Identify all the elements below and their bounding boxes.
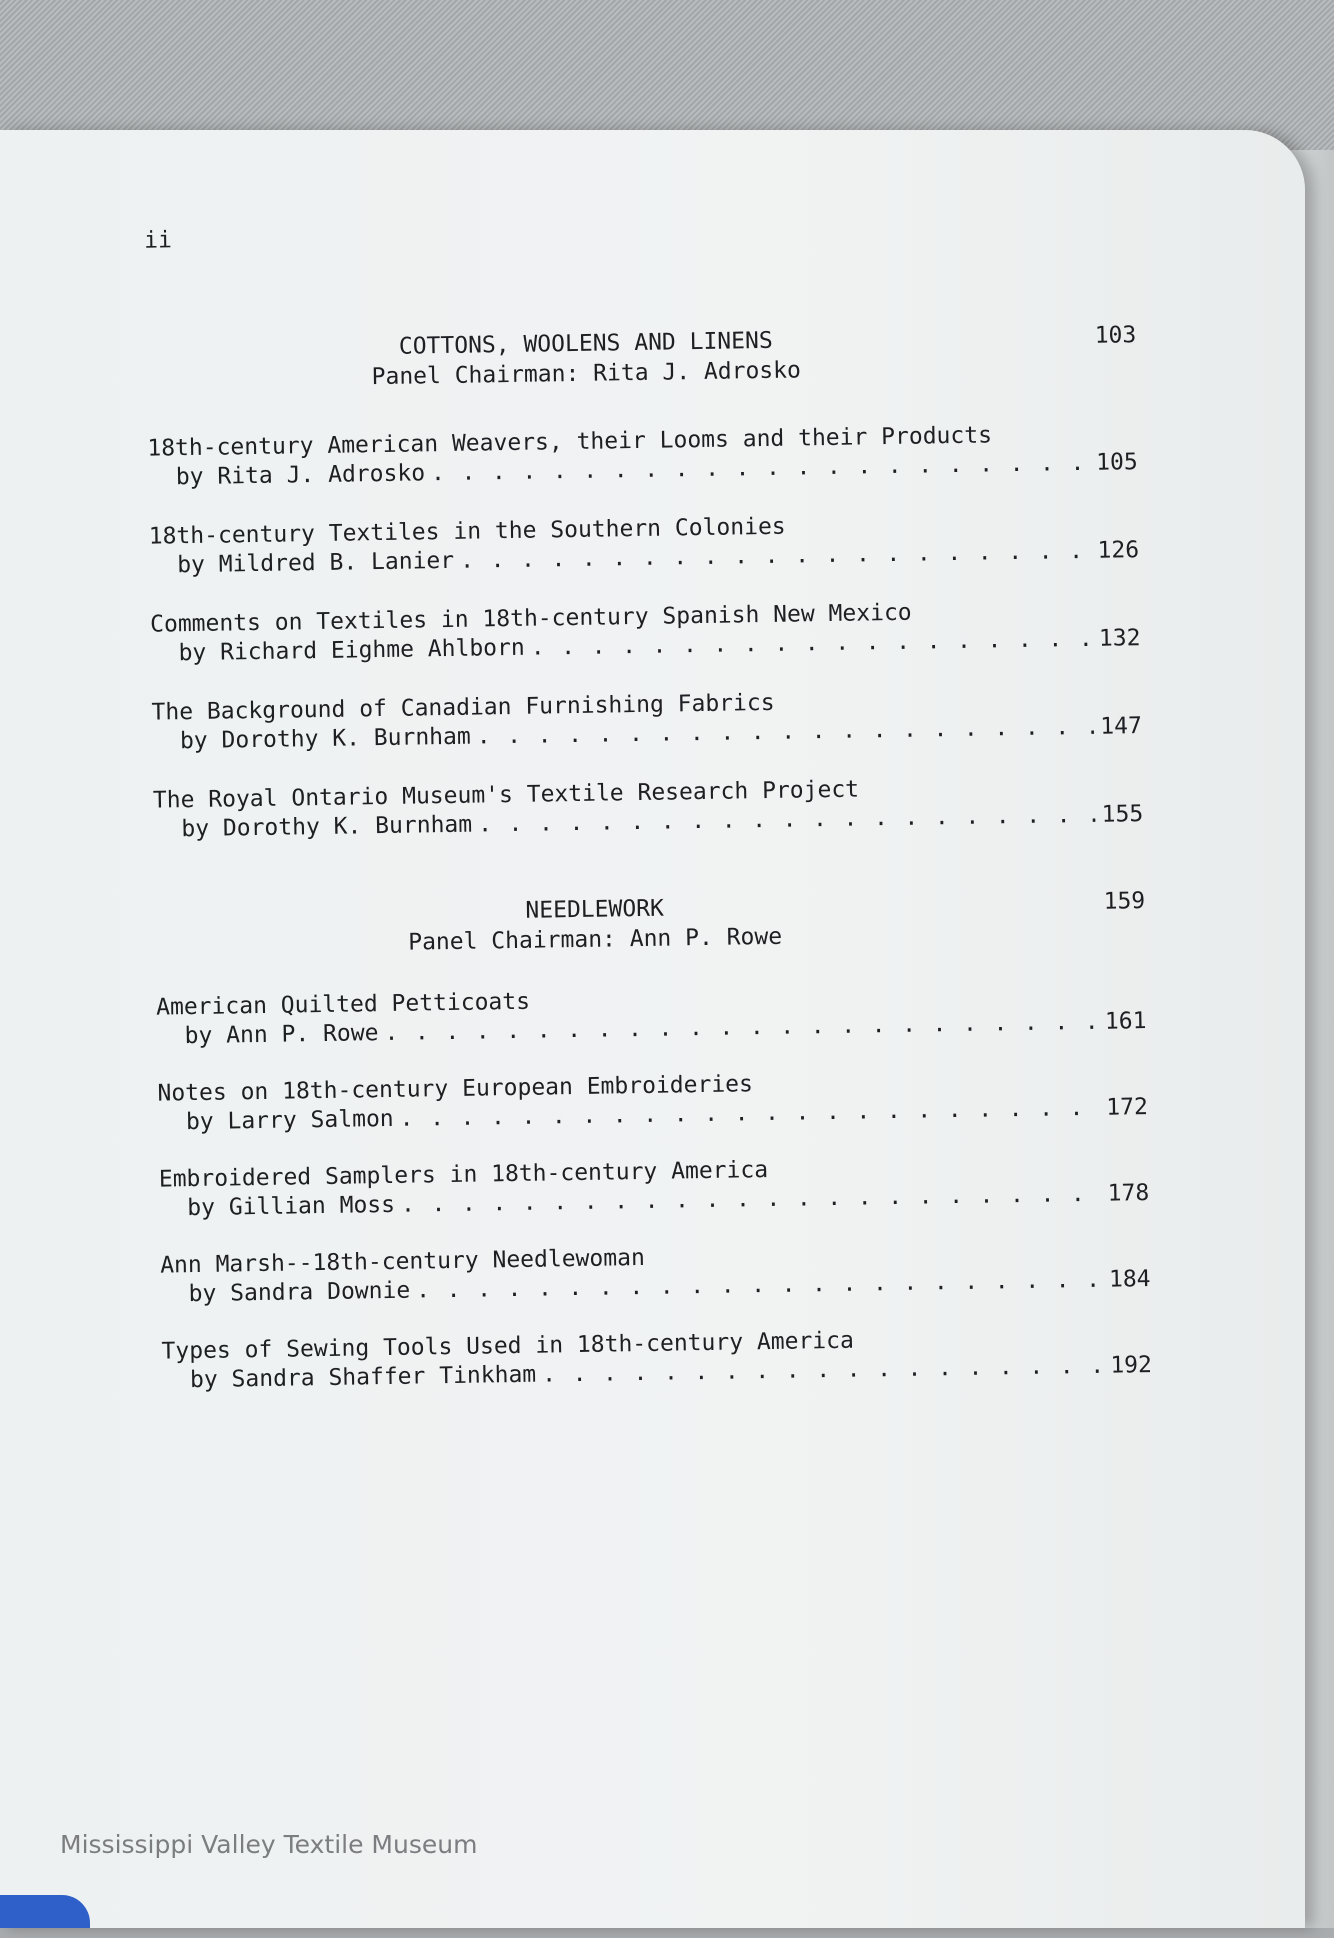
toc-entry bbox=[157, 1064, 1148, 1138]
entry-title: Embroidered Samplers in 18th-century America bbox=[158, 1157, 769, 1193]
page-number: ii bbox=[143, 227, 173, 254]
entry-title: 18th-century Textiles in the Southern Colonies bbox=[148, 513, 786, 550]
toc-entry bbox=[161, 1322, 1152, 1396]
section-page: 159 bbox=[1103, 888, 1146, 915]
blue-clip bbox=[0, 1895, 90, 1928]
entry-author: by Ann P. Rowe bbox=[184, 1020, 379, 1050]
toc-entry bbox=[160, 1236, 1151, 1310]
entry-title: American Quilted Petticoats bbox=[155, 988, 531, 1021]
entry-title: Ann Marsh--18th-century Needlewoman bbox=[160, 1244, 646, 1279]
toc-entry bbox=[149, 507, 1140, 581]
toc-entry bbox=[159, 1150, 1150, 1224]
entry-author: by Dorothy K. Burnham bbox=[179, 723, 471, 755]
entry-author: by Dorothy K. Burnham bbox=[181, 811, 473, 843]
entry-page: 172 bbox=[1106, 1094, 1149, 1121]
book-page bbox=[0, 130, 1305, 1928]
entry-title: Comments on Textiles in 18th-century Spanish New Mexico bbox=[149, 599, 912, 638]
section-chairman: Panel Chairman: Ann P. Rowe bbox=[408, 923, 783, 956]
entry-title: Types of Sewing Tools Used in 18th-century America bbox=[161, 1327, 855, 1365]
entry-title: 18th-century American Weavers, their Looms and their Products bbox=[147, 422, 993, 462]
entry-page: 155 bbox=[1101, 801, 1144, 828]
entry-page: 184 bbox=[1108, 1266, 1151, 1293]
entry-page: 147 bbox=[1100, 713, 1143, 740]
entry-page: 192 bbox=[1110, 1352, 1153, 1379]
entry-author: by Sandra Downie bbox=[188, 1277, 411, 1308]
entry-author: by Mildred B. Lanier bbox=[177, 547, 455, 579]
entry-page: 161 bbox=[1104, 1008, 1147, 1035]
entry-page: 132 bbox=[1098, 625, 1141, 652]
entry-author: by Larry Salmon bbox=[185, 1105, 394, 1136]
entry-page: 126 bbox=[1097, 537, 1140, 564]
entry-author: by Sandra Shaffer Tinkham bbox=[189, 1361, 537, 1394]
section-page: 103 bbox=[1094, 322, 1137, 349]
entry-author: by Richard Eighme Ahlborn bbox=[178, 634, 525, 667]
section-title: COTTONS, WOOLENS AND LINENS bbox=[398, 327, 773, 360]
watermark: Mississippi Valley Textile Museum bbox=[60, 1830, 478, 1859]
entry-page: 178 bbox=[1107, 1180, 1150, 1207]
toc-entry bbox=[156, 978, 1147, 1052]
entry-title: The Background of Canadian Furnishing Fabrics bbox=[151, 689, 775, 726]
toc-entry bbox=[153, 771, 1144, 845]
entry-author: by Rita J. Adrosko bbox=[175, 460, 426, 491]
section-chairman: Panel Chairman: Rita J. Adrosko bbox=[371, 357, 802, 391]
toc-entry bbox=[150, 595, 1141, 669]
toc-entry bbox=[151, 683, 1142, 757]
entry-author: by Gillian Moss bbox=[187, 1191, 396, 1222]
entry-title: Notes on 18th-century European Embroideries bbox=[157, 1071, 754, 1107]
entry-page: 105 bbox=[1095, 449, 1138, 476]
table-of-contents bbox=[0, 120, 1321, 1938]
entry-title: The Royal Ontario Museum's Textile Research Project bbox=[152, 776, 860, 814]
toc-entry bbox=[147, 419, 1138, 493]
section-title: NEEDLEWORK bbox=[525, 895, 665, 924]
